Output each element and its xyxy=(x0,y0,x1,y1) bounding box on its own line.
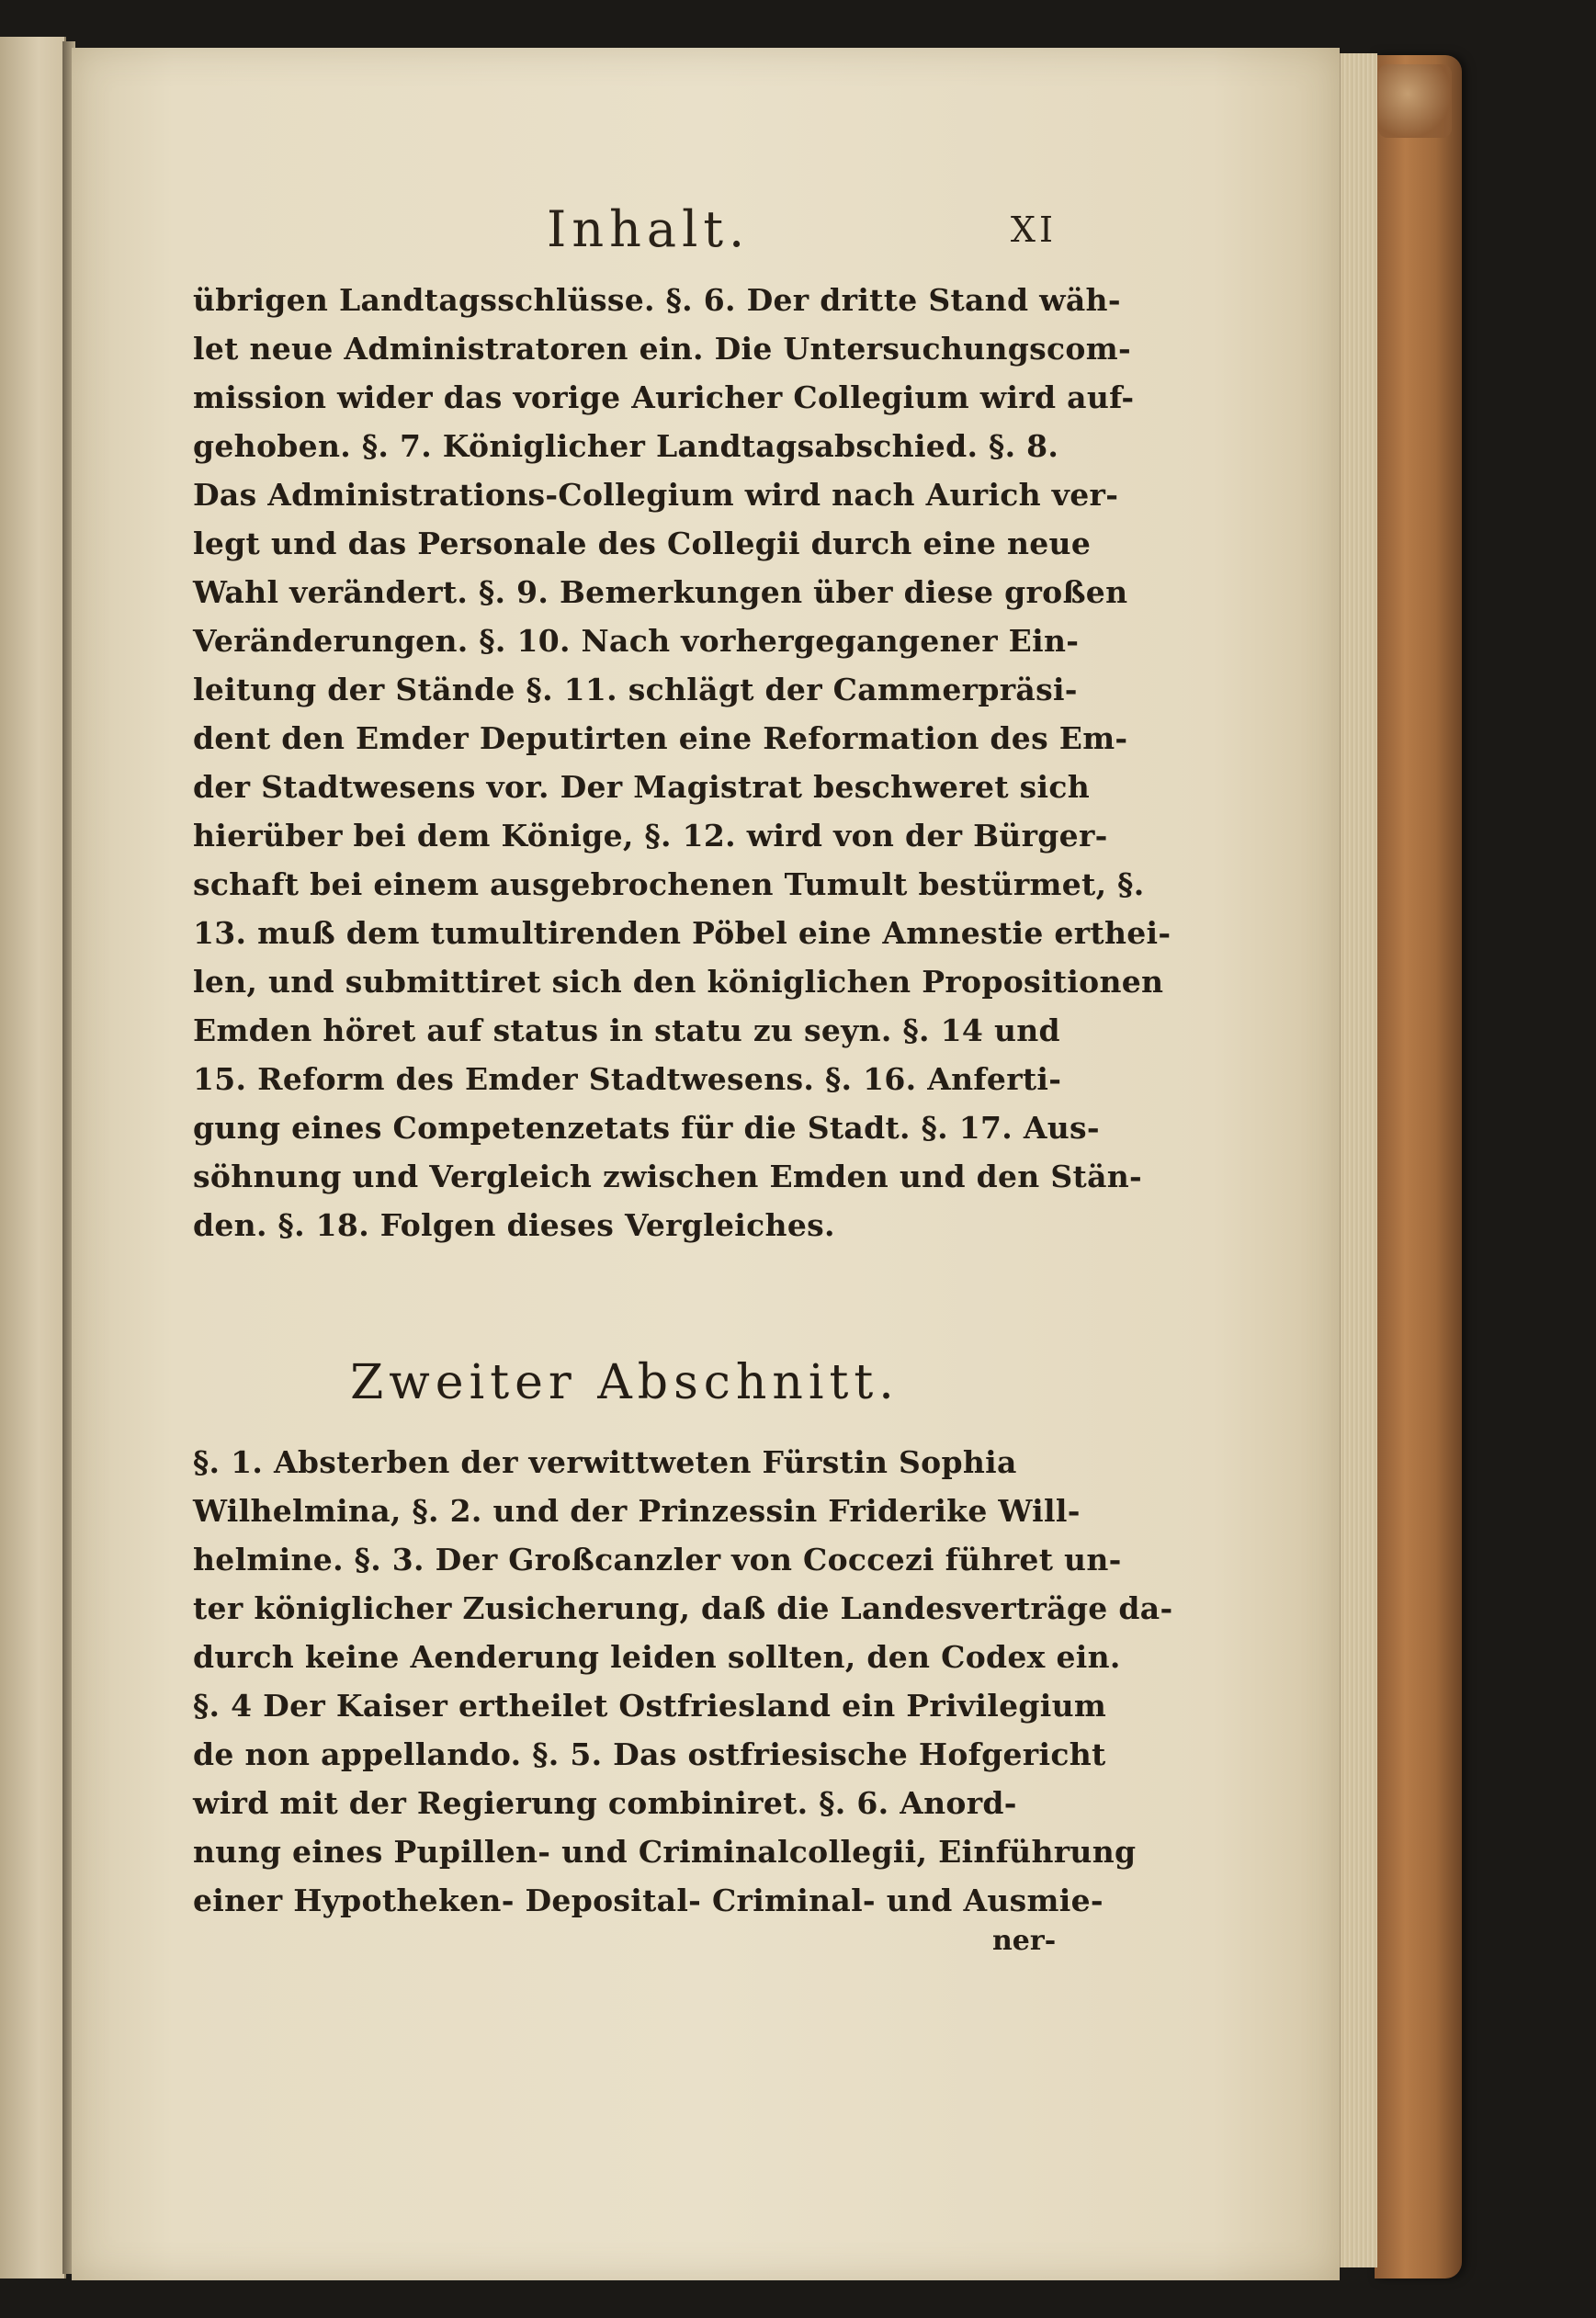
text-line: gehoben. §. 7. Königlicher Landtagsabschied. §. 8. xyxy=(193,428,1059,464)
text-line: §. 1. Absterben der verwittweten Fürstin Sophia xyxy=(193,1444,1017,1480)
text-line: de non appellando. §. 5. Das ostfriesische Hofgericht xyxy=(193,1736,1106,1772)
text-line: wird mit der Regierung combiniret. §. 6. Anord- xyxy=(193,1785,1017,1821)
text-line: Veränderungen. §. 10. Nach vorhergegangener Ein- xyxy=(193,623,1080,659)
text-line: Wilhelmina, §. 2. und der Prinzessin Friderike Will- xyxy=(193,1493,1081,1529)
text-line: 15. Reform des Emder Stadtwesens. §. 16. Anferti- xyxy=(193,1061,1062,1097)
text-line: Emden höret auf status in statu zu seyn. §. 14 und xyxy=(193,1012,1060,1048)
section2-text xyxy=(193,1438,1173,1925)
text-line: legt und das Personale des Collegii durch eine neue xyxy=(193,526,1092,561)
text-line: den. §. 18. Folgen dieses Vergleiches. xyxy=(193,1207,835,1243)
page-number: XI xyxy=(1010,209,1057,250)
text-line: mission wider das vorige Auricher Collegium wird auf- xyxy=(193,379,1135,415)
section1-text xyxy=(193,276,1172,1249)
text-line: durch keine Aenderung leiden sollten, den Codex ein. xyxy=(193,1639,1121,1675)
running-title: Inhalt. xyxy=(547,200,751,258)
text-line: len, und submittiret sich den königlichen Propositionen xyxy=(193,964,1164,1000)
text-line: söhnung und Vergleich zwischen Emden und den Stän- xyxy=(193,1159,1143,1194)
text-line: Wahl verändert. §. 9. Bemerkungen über diese großen xyxy=(193,574,1128,610)
catchword: ner- xyxy=(992,1925,1057,1957)
text-line: leitung der Stände §. 11. schlägt der Cammerpräsi- xyxy=(193,672,1078,707)
left-page-edge xyxy=(0,37,66,2278)
text-line: hierüber bei dem Könige, §. 12. wird von der Bürger- xyxy=(193,818,1108,854)
cover-wear xyxy=(1378,64,1452,138)
text-line: schaft bei einem ausgebrochenen Tumult bestürmet, §. xyxy=(193,866,1145,902)
text-line: dent den Emder Deputirten eine Reformation des Em- xyxy=(193,720,1128,756)
text-line: ter königlicher Zusicherung, daß die Landesverträge da- xyxy=(193,1590,1173,1626)
text-line: übrigen Landtagsschlüsse. §. 6. Der dritte Stand wäh- xyxy=(193,282,1121,318)
text-line: let neue Administratoren ein. Die Untersuchungscom- xyxy=(193,331,1131,367)
text-line: helmine. §. 3. Der Großcanzler von Coccezi führet un- xyxy=(193,1542,1122,1577)
section-heading: Zweiter Abschnitt. xyxy=(350,1355,900,1410)
book-cover xyxy=(1375,55,1462,2278)
text-line: nung eines Pupillen- und Criminalcollegii, Einführung xyxy=(193,1834,1137,1870)
page-stack-edge xyxy=(1340,53,1377,2267)
text-line: der Stadtwesens vor. Der Magistrat beschweret sich xyxy=(193,769,1091,805)
text-line: Das Administrations-Collegium wird nach Aurich ver- xyxy=(193,477,1119,513)
running-header xyxy=(193,200,1057,265)
text-line: 13. muß dem tumultirenden Pöbel eine Amnestie erthei- xyxy=(193,915,1172,951)
text-line: einer Hypotheken- Deposital- Criminal- und Ausmie- xyxy=(193,1883,1104,1918)
text-line: §. 4 Der Kaiser ertheilet Ostfriesland ein Privilegium xyxy=(193,1688,1107,1724)
text-line: gung eines Competenzetats für die Stadt. §. 17. Aus- xyxy=(193,1110,1100,1146)
